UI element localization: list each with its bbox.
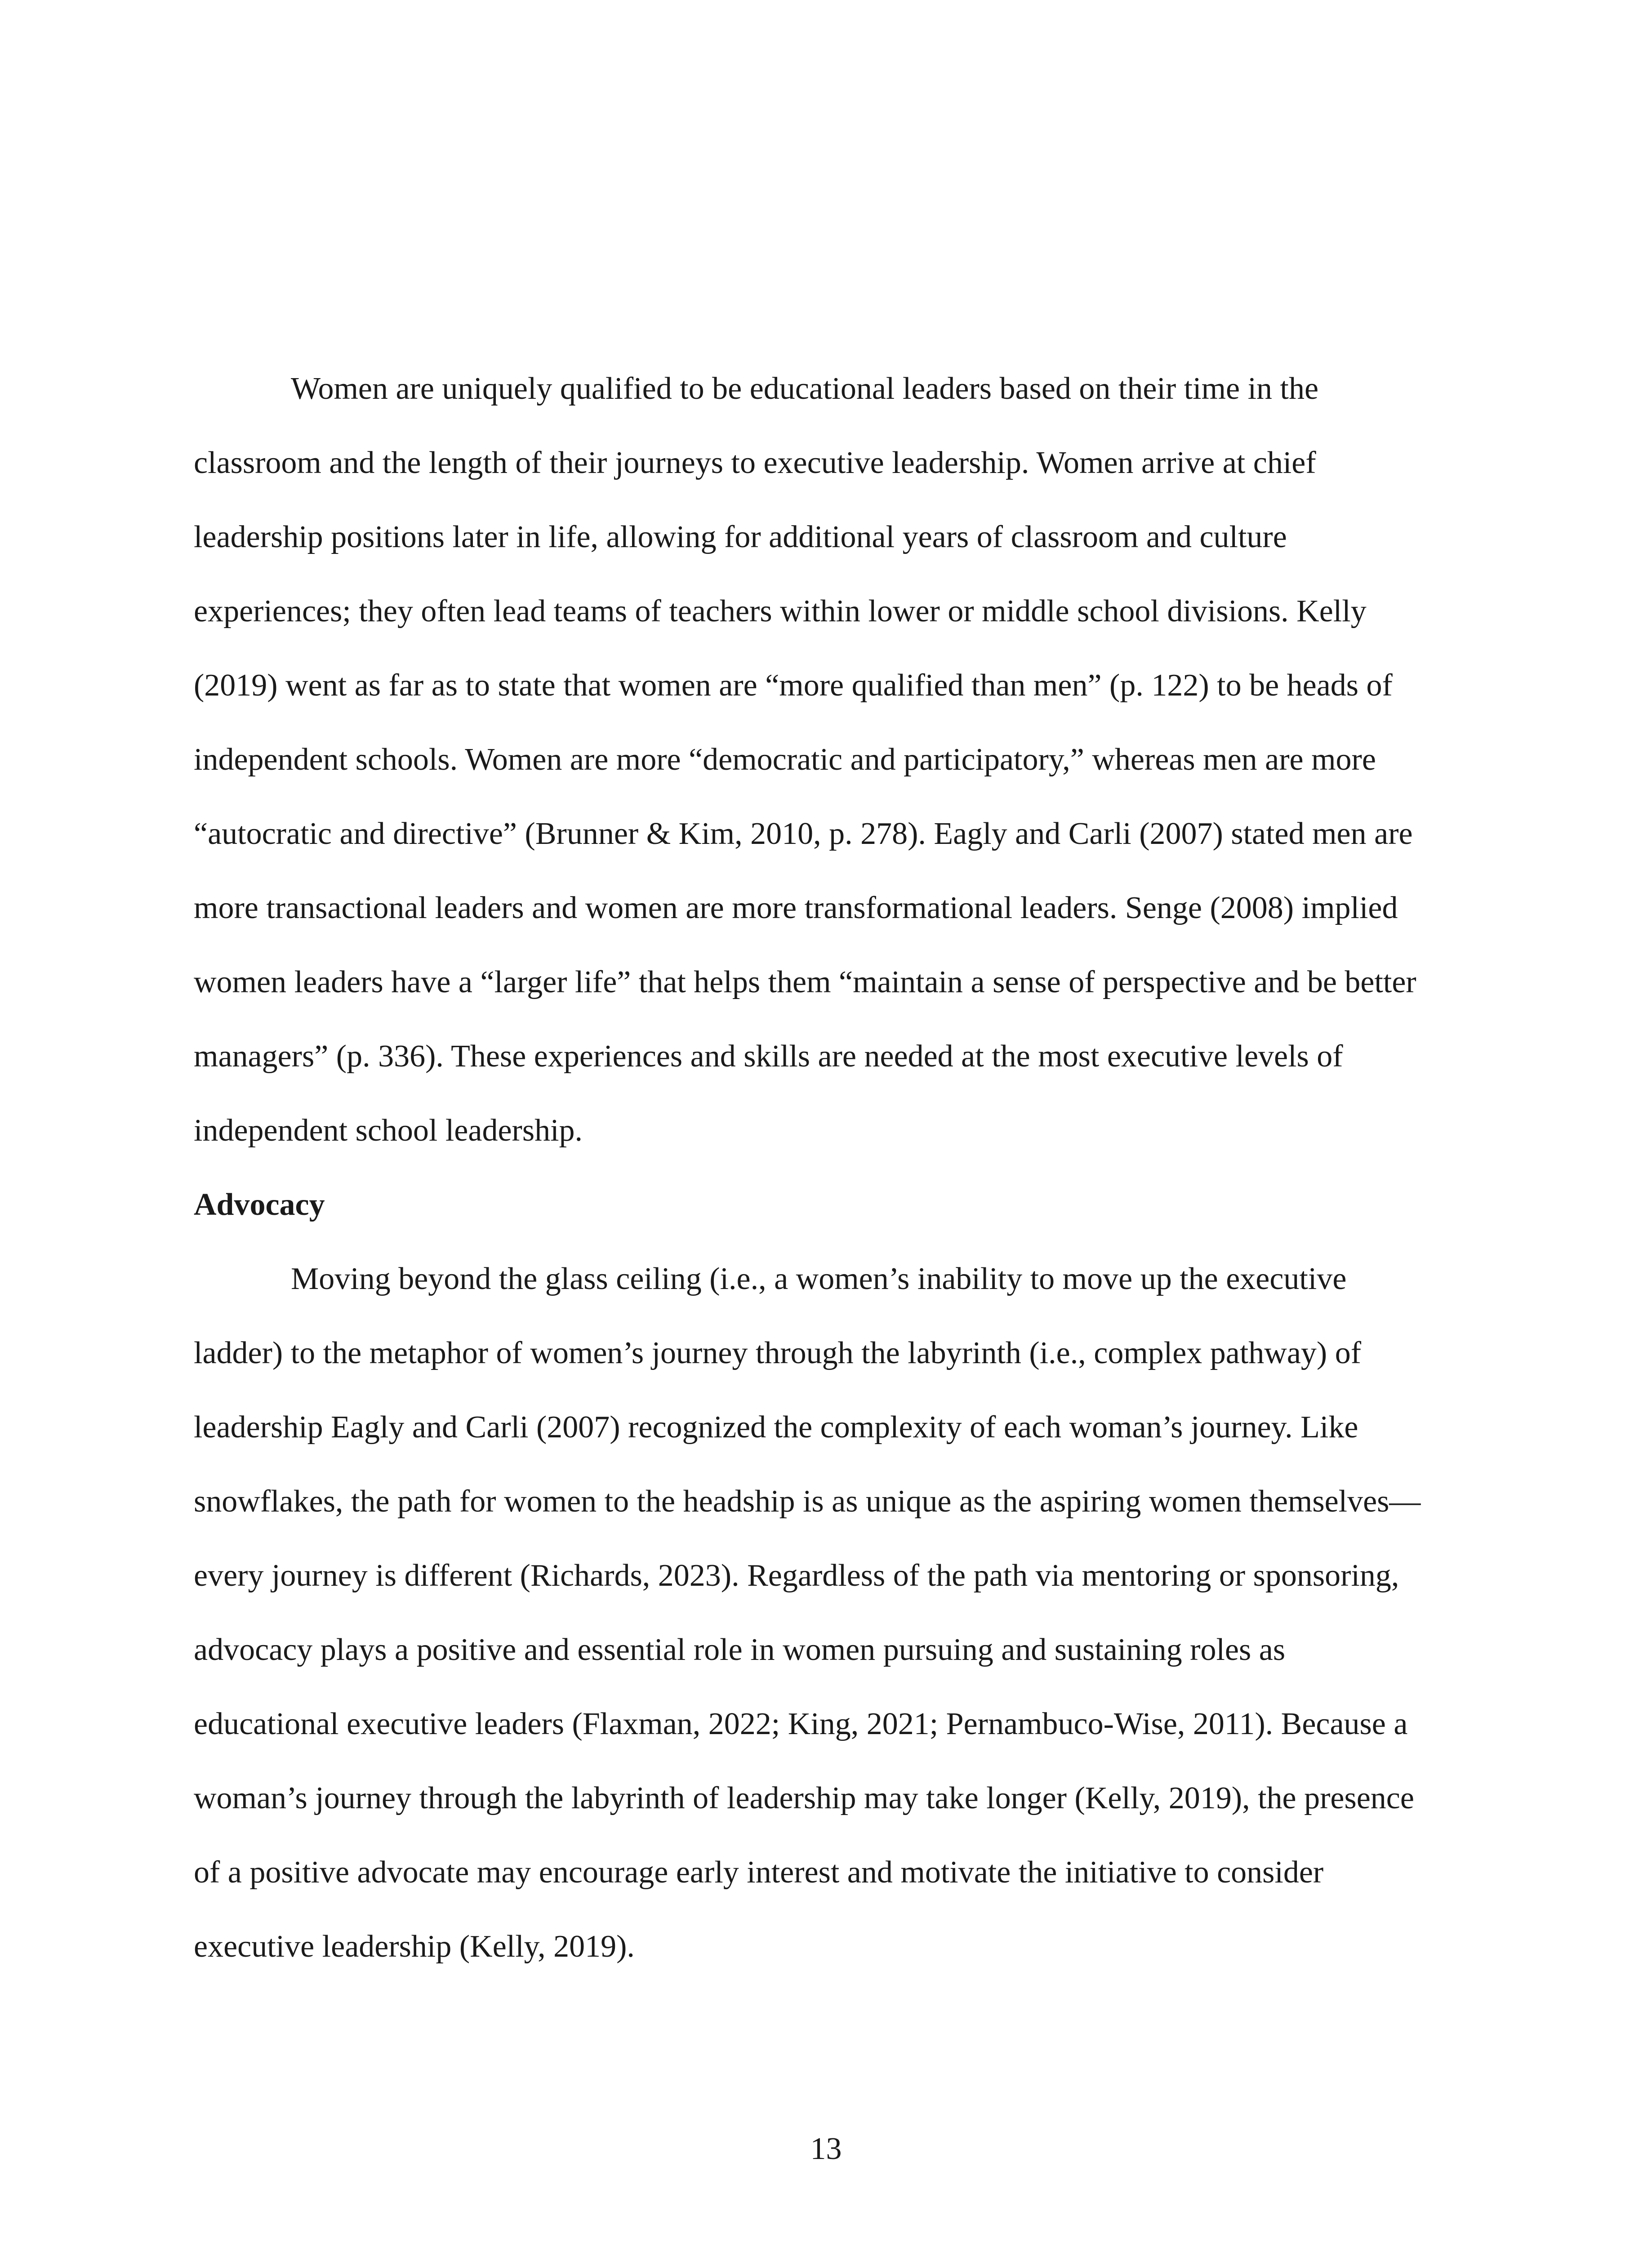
paragraph-line: advocacy plays a positive and essential role in women pursuing and sustaining roles as [194, 1632, 1286, 1667]
paragraph-line: classroom and the length of their journeys to executive leadership. Women arrive at chief [194, 446, 1316, 480]
paragraph-line: Moving beyond the glass ceiling (i.e., a women’s inability to move up the executive [291, 1262, 1347, 1296]
paragraph-line: experiences; they often lead teams of teachers within lower or middle school divisions. Kelly [194, 594, 1367, 629]
paragraph-line: ladder) to the metaphor of women’s journey through the labyrinth (i.e., complex pathway) of [194, 1336, 1362, 1370]
paragraph-line: independent schools. Women are more “democratic and participatory,” whereas men are more [194, 742, 1376, 777]
section-heading: Advocacy [194, 1187, 325, 1222]
paragraph-line: more transactional leaders and women are more transformational leaders. Senge (2008) implied [194, 891, 1398, 925]
paragraph-line: “autocratic and directive” (Brunner & Kim, 2010, p. 278). Eagly and Carli (2007) stated men are [194, 816, 1413, 851]
paragraph-line: independent school leadership. [194, 1113, 583, 1148]
paragraph-line: Women are uniquely qualified to be educational leaders based on their time in the [291, 371, 1319, 406]
paragraph-line: every journey is different (Richards, 2023). Regardless of the path via mentoring or sponsoring, [194, 1558, 1399, 1593]
paragraph-line: woman’s journey through the labyrinth of leadership may take longer (Kelly, 2019), the presence [194, 1781, 1414, 1815]
paragraph-line: executive leadership (Kelly, 2019). [194, 1929, 635, 1964]
paragraph-line: leadership positions later in life, allowing for additional years of classroom and culture [194, 520, 1287, 554]
paragraph-line: women leaders have a “larger life” that helps them “maintain a sense of perspective and be better [194, 965, 1416, 999]
paragraph-line: of a positive advocate may encourage early interest and motivate the initiative to consider [194, 1855, 1324, 1890]
paragraph-line: snowflakes, the path for women to the headship is as unique as the aspiring women themselves— [194, 1484, 1421, 1519]
paragraph-line: educational executive leaders (Flaxman, 2022; King, 2021; Pernambuco-Wise, 2011). Because a [194, 1707, 1408, 1741]
paragraph-line: (2019) went as far as to state that women are “more qualified than men” (p. 122) to be heads of [194, 668, 1393, 703]
paragraph-line: managers” (p. 336). These experiences and skills are needed at the most executive levels of [194, 1039, 1343, 1074]
page-number: 13 [810, 2132, 842, 2166]
paragraph-line: leadership Eagly and Carli (2007) recognized the complexity of each woman’s journey. Like [194, 1410, 1358, 1445]
